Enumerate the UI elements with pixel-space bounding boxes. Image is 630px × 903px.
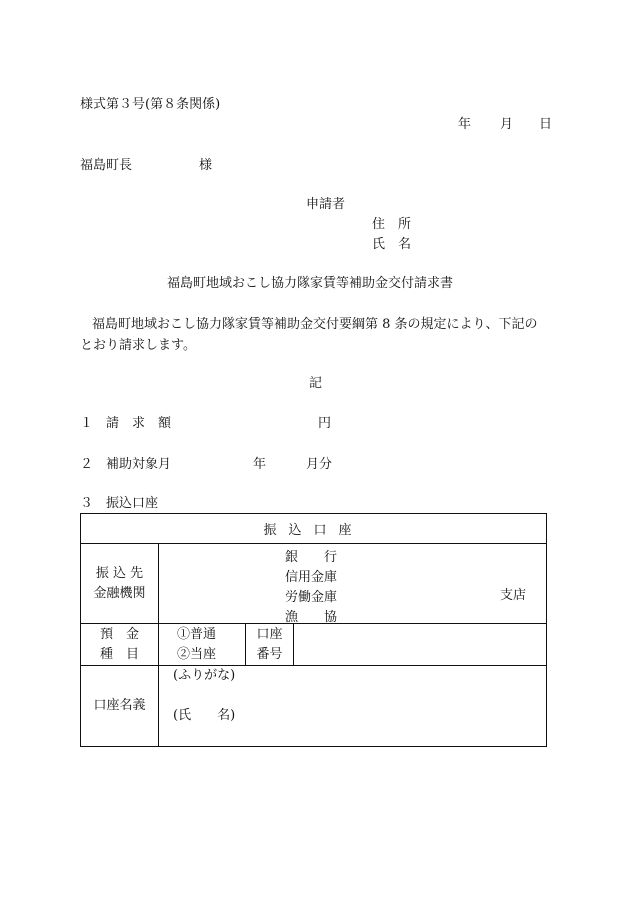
holder-name-label: (氏 名): [173, 708, 236, 723]
account-number-label-line1: 口座: [256, 626, 283, 642]
institution-cell: [159, 544, 547, 624]
applicant-address-label: 住 所: [372, 217, 412, 232]
ki-heading: 記: [309, 376, 323, 391]
item-2-label: 補助対象月: [106, 457, 172, 472]
branch-label: 支店: [500, 588, 527, 603]
applicant-name-label: 氏 名: [372, 237, 412, 252]
item-1-unit: 円: [318, 416, 332, 431]
applicant-label: 申請者: [306, 197, 346, 212]
deposit-type-label-cell: [81, 624, 159, 666]
deposit-type-ordinary: ①普通: [177, 626, 217, 642]
form-number: 様式第３号(第８条関係): [80, 97, 221, 112]
document-title: 福島町地域おこし協力隊家賃等補助金交付請求書: [167, 276, 454, 291]
account-number-label-cell: [246, 624, 294, 666]
institution-type-gyokyo: 漁 協: [285, 610, 338, 625]
body-line-2: とおり請求します。: [80, 338, 196, 353]
addressee-honorific: 様: [199, 158, 213, 173]
body-line-1: 福島町地域おこし協力隊家賃等補助金交付要綱第 8 条の規定により、下記の: [92, 317, 538, 332]
date-year: 年: [458, 117, 472, 132]
account-name-field[interactable]: [159, 666, 547, 747]
institution-type-shinkin: 信用金庫: [285, 570, 338, 585]
table-header: 振込口座: [81, 514, 547, 544]
item-2-month: 月分: [306, 457, 333, 472]
institution-label-line1: 振 込 先: [95, 565, 144, 581]
bank-account-table: [80, 513, 547, 747]
institution-type-list: [285, 548, 337, 628]
item-2-number: ２: [80, 457, 94, 472]
institution-label-line2: 金融機関: [93, 585, 146, 601]
date-day: 日: [539, 117, 553, 132]
deposit-type-current: ②当座: [177, 646, 217, 662]
item-3-number: ３: [80, 496, 94, 511]
item-1-number: １: [80, 416, 94, 431]
item-2-year: 年: [253, 457, 267, 472]
addressee-name: 福島町長: [80, 158, 133, 173]
deposit-type-options-cell: [159, 624, 246, 666]
item-3-label: 振込口座: [106, 496, 159, 511]
deposit-type-label-line1: 預 金: [99, 626, 139, 642]
account-number-field[interactable]: [294, 624, 547, 666]
deposit-type-label-line2: 種 目: [99, 646, 139, 662]
institution-type-bank: 銀 行: [285, 550, 338, 565]
account-number-label-line2: 番号: [256, 646, 283, 662]
date-month: 月: [500, 117, 514, 132]
account-name-label-cell: 口座名義: [81, 666, 159, 747]
item-1-label: 請 求 額: [106, 416, 172, 431]
furigana-label: (ふりがな): [173, 668, 236, 683]
institution-type-rokin: 労働金庫: [285, 590, 338, 605]
institution-label-cell: [81, 544, 159, 624]
